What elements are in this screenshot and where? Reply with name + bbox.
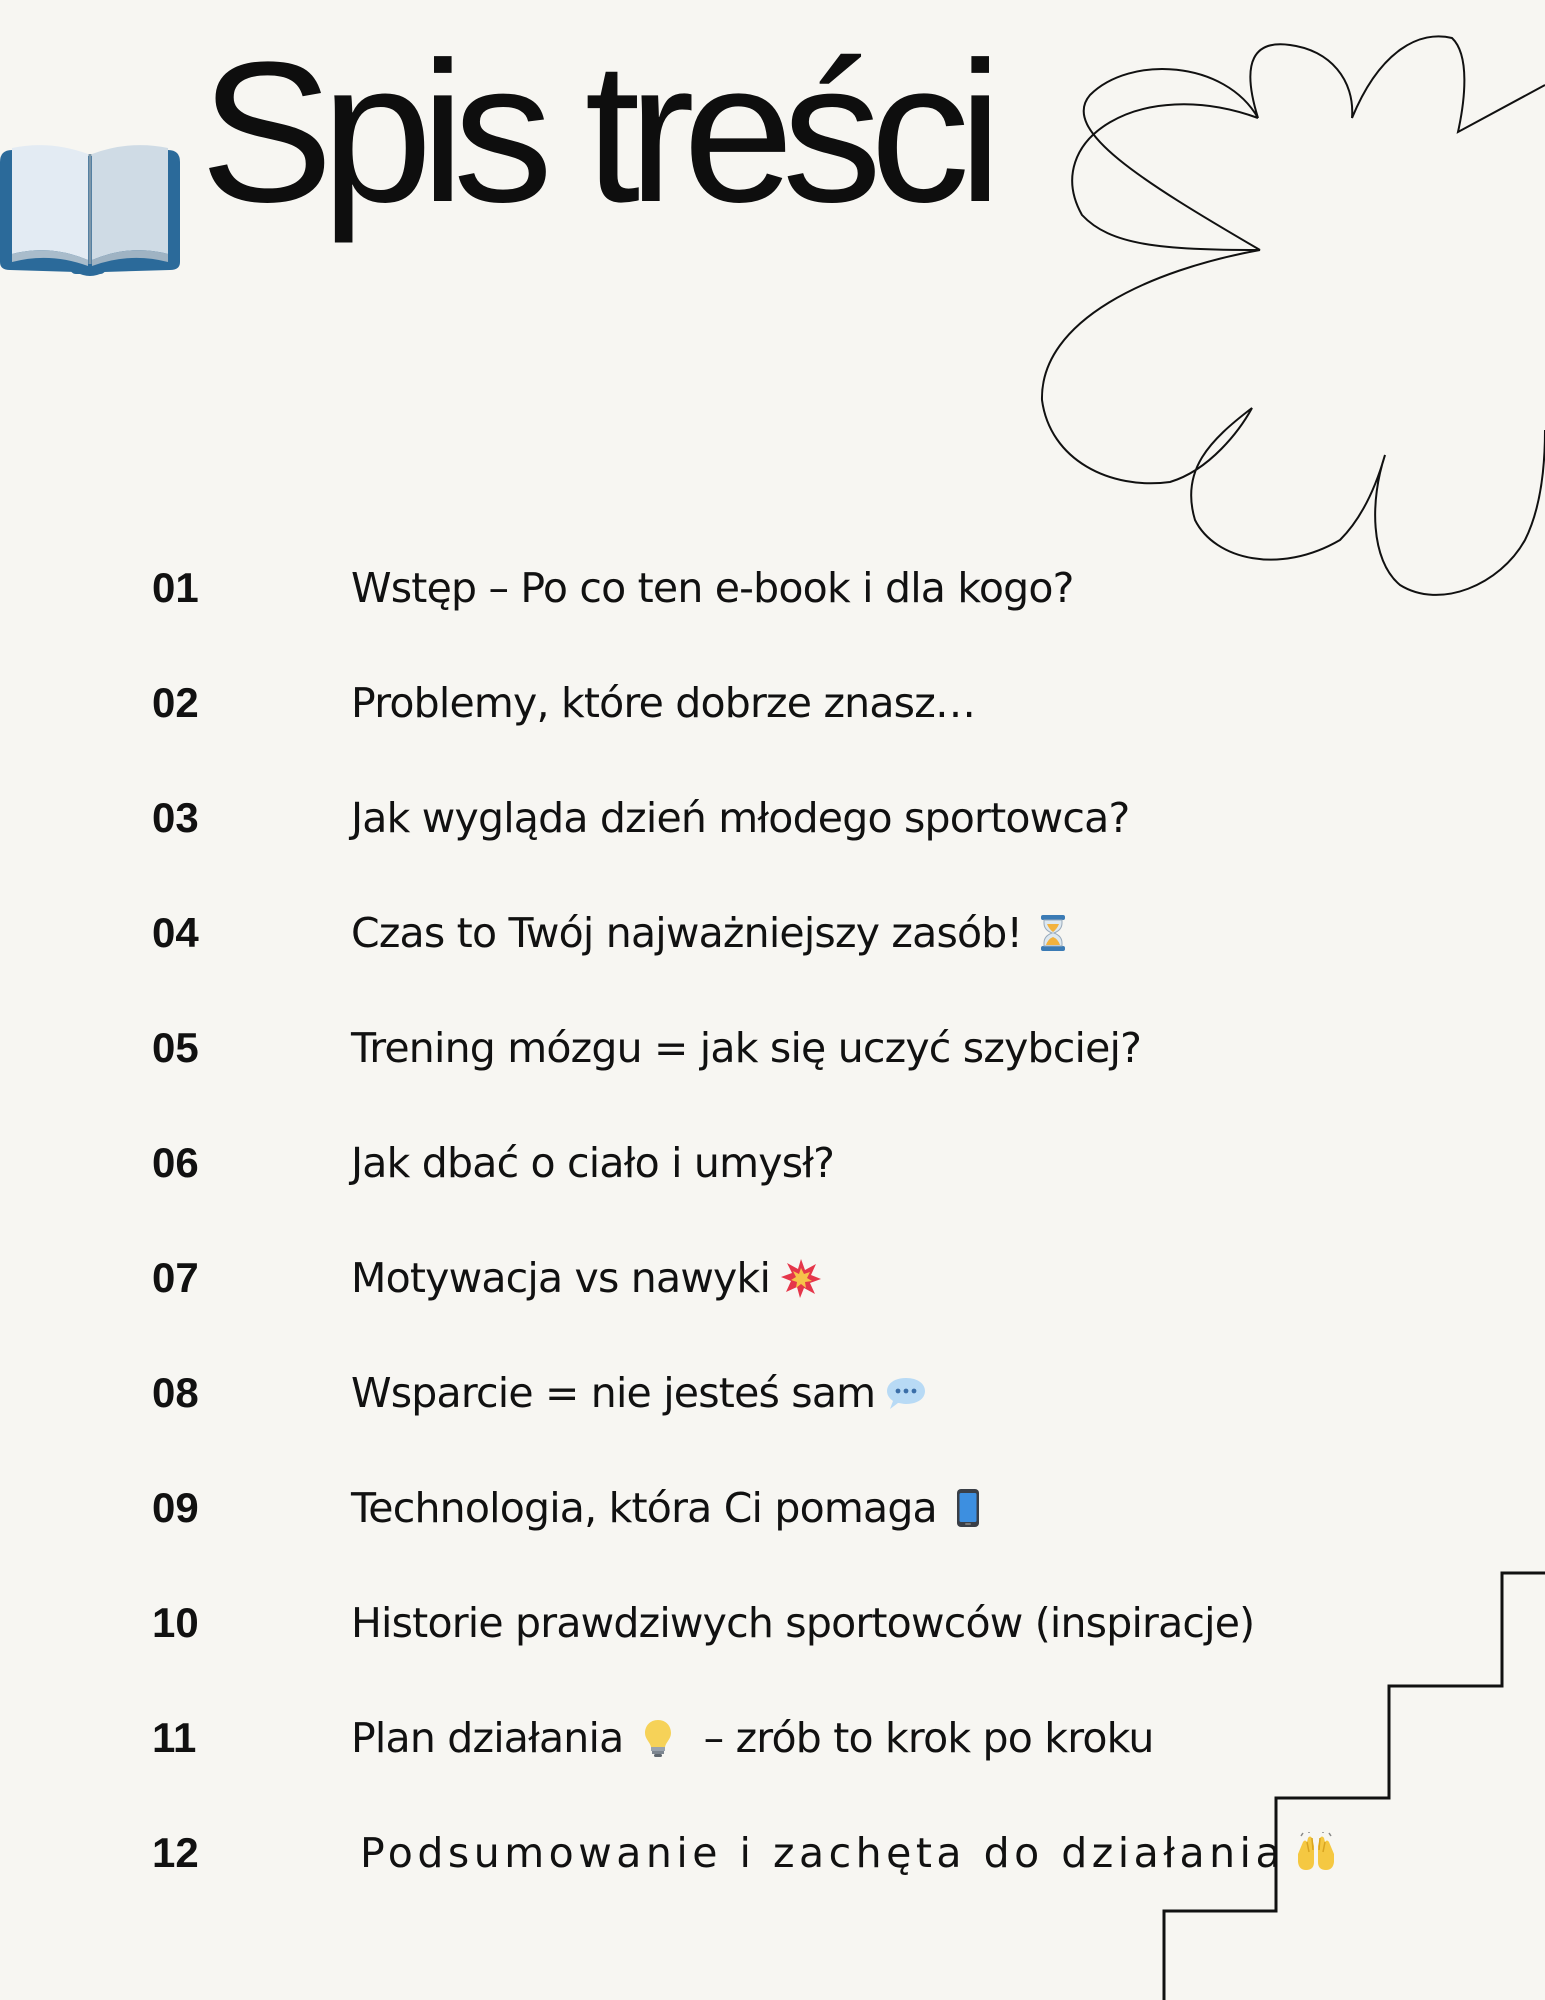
chapter-number: 10 — [152, 1599, 199, 1646]
toc-entry[interactable] — [0, 1123, 1545, 1203]
mobile-phone-icon — [947, 1487, 989, 1529]
open-book-icon — [0, 140, 180, 280]
hourglass-icon — [1032, 912, 1074, 954]
chapter-title — [351, 1123, 834, 1203]
chapter-number: 07 — [152, 1254, 199, 1301]
toc-entry[interactable] — [0, 1468, 1545, 1548]
chapter-number: 01 — [152, 564, 199, 611]
chapter-number: 03 — [152, 794, 199, 841]
chapter-title — [351, 548, 1074, 628]
chapter-title — [351, 663, 975, 743]
raising-hands-icon — [1295, 1832, 1337, 1874]
chapter-number: 11 — [152, 1714, 197, 1761]
toc-entry[interactable] — [0, 548, 1545, 628]
chapter-number: 12 — [152, 1829, 199, 1876]
chapter-title-text: Jak wygląda dzień młodego sportowca? — [351, 794, 1130, 842]
chapter-number: 04 — [152, 909, 199, 956]
toc-entry[interactable] — [0, 663, 1545, 743]
toc-entry[interactable] — [0, 1238, 1545, 1318]
chapter-title — [351, 1008, 1141, 1088]
chapter-title — [351, 1583, 1254, 1663]
toc-entry[interactable] — [0, 1813, 1545, 1893]
toc-entry[interactable] — [0, 1583, 1545, 1663]
speech-bubble-icon — [885, 1372, 927, 1414]
collision-icon — [780, 1257, 822, 1299]
chapter-number: 09 — [152, 1484, 199, 1531]
page-title: Spis treści — [200, 21, 991, 244]
chapter-title — [351, 893, 1074, 973]
toc-entry[interactable] — [0, 1353, 1545, 1433]
chapter-title — [351, 1468, 989, 1548]
toc-entry[interactable] — [0, 1008, 1545, 1088]
chapter-title — [351, 778, 1129, 858]
light-bulb-icon — [637, 1717, 679, 1759]
toc-entry[interactable] — [0, 893, 1545, 973]
chapter-title-text: Motywacja vs nawyki — [351, 1254, 771, 1302]
flower-outline — [1042, 36, 1545, 595]
chapter-title — [351, 1698, 1154, 1778]
chapter-title — [351, 1238, 822, 1318]
toc-entry[interactable] — [0, 1698, 1545, 1778]
chapter-title-text: Plan działania — [351, 1714, 624, 1762]
chapter-title — [360, 1813, 1337, 1893]
chapter-title — [351, 1353, 927, 1433]
chapter-number: 06 — [152, 1139, 199, 1186]
chapter-title-text: Wsparcie = nie jesteś sam — [351, 1369, 876, 1417]
chapter-title-text: Historie prawdziwych sportowców (inspiracje) — [351, 1599, 1255, 1647]
chapter-title-text: Jak dbać o ciało i umysł? — [351, 1139, 835, 1187]
chapter-title-text: Technologia, która Ci pomaga — [351, 1484, 937, 1532]
chapter-title-text: Wstęp – Po co ten e-book i dla kogo? — [351, 564, 1074, 612]
toc-entry[interactable] — [0, 778, 1545, 858]
chapter-title-text: – zrób to krok po kroku — [691, 1714, 1154, 1762]
chapter-title-text: Problemy, które dobrze znasz… — [351, 679, 976, 727]
page-header — [0, 21, 991, 325]
chapter-number: 08 — [152, 1369, 199, 1416]
chapter-title-text: Podsumowanie i zachęta do działania — [360, 1829, 1286, 1877]
chapter-number: 05 — [152, 1024, 199, 1071]
chapter-title-text: Trening mózgu = jak się uczyć szybciej? — [351, 1024, 1142, 1072]
chapter-title-text: Czas to Twój najważniejszy zasób! — [351, 909, 1023, 957]
chapter-number: 02 — [152, 679, 199, 726]
